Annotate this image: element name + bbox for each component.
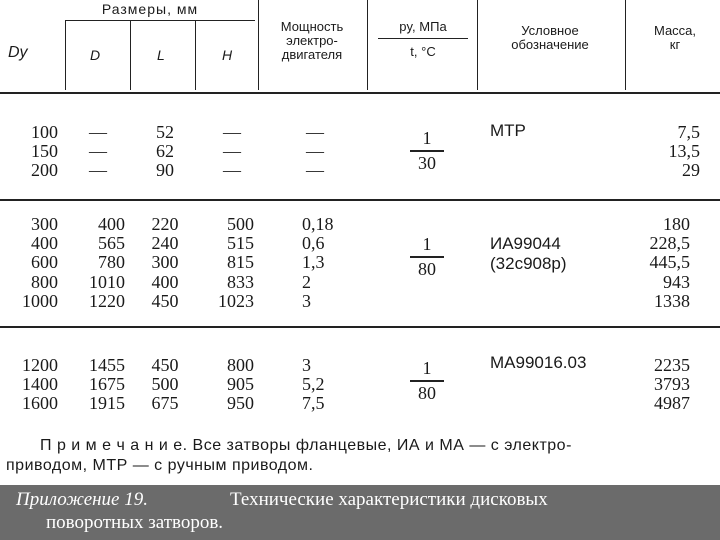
table-cell: — xyxy=(89,122,107,142)
temperature-value: 30 xyxy=(418,153,436,173)
table-cell: 3 xyxy=(302,355,311,375)
mass-column xyxy=(630,123,700,181)
table-cell: 90 xyxy=(156,160,174,181)
power-header-line1: Мощность xyxy=(280,19,344,34)
pressure-temperature-fraction xyxy=(410,128,444,174)
table-cell: 1915 xyxy=(89,393,125,414)
table-cell: 450 xyxy=(151,290,179,311)
power-header-line2: электро- xyxy=(286,33,338,48)
table-cell: 1010 xyxy=(89,271,125,292)
power-header-line3: двигателя xyxy=(281,47,343,62)
table-cell: 0,18 xyxy=(302,214,334,234)
table-cell: — xyxy=(223,160,241,181)
designation-column xyxy=(490,121,630,140)
table-cell: 800 xyxy=(31,271,58,292)
table-cell: 800 xyxy=(227,355,254,375)
fraction-bar xyxy=(410,256,444,258)
table-cell: 1675 xyxy=(89,374,125,395)
mass-column xyxy=(620,215,690,311)
header-divider xyxy=(367,0,368,90)
table-cell: 400 xyxy=(31,233,58,254)
table-cell: 1400 xyxy=(22,374,58,395)
d-column xyxy=(70,356,125,414)
table-cell: 943 xyxy=(663,271,690,292)
designation-column xyxy=(490,353,630,372)
pressure-value: 1 xyxy=(422,128,432,148)
pressure-value: 1 xyxy=(422,358,432,378)
caption-title: Технические характеристики дисковых xyxy=(230,489,548,510)
table-cell: 3 xyxy=(302,290,311,311)
h-column xyxy=(200,215,254,311)
caption-bar xyxy=(0,485,720,540)
table-cell: 180 xyxy=(663,214,690,234)
d-column xyxy=(78,123,118,181)
table-cell: — xyxy=(223,122,241,142)
table-cell: 228,5 xyxy=(649,233,690,254)
table-cell: 0,6 xyxy=(302,233,325,254)
table-cell: 2235 xyxy=(654,355,690,375)
table-cell: — xyxy=(306,122,324,142)
h-column xyxy=(200,356,254,414)
l-column xyxy=(145,123,185,181)
table-cell: — xyxy=(89,160,107,181)
table-cell: 7,5 xyxy=(302,393,325,414)
table-cell: 500 xyxy=(151,374,179,395)
table-cell: 565 xyxy=(98,233,125,254)
table-cell: 675 xyxy=(151,393,179,414)
table-cell: 3793 xyxy=(654,374,690,395)
table-cell: 400 xyxy=(151,271,179,292)
dy-column xyxy=(5,123,58,181)
d-column xyxy=(70,215,125,311)
group-rule xyxy=(0,199,720,201)
dy-column xyxy=(5,356,58,414)
dy-header: Dy xyxy=(8,44,28,61)
l-column xyxy=(145,215,185,311)
table-cell: 450 xyxy=(151,355,179,375)
py-header-line1: py, МПа xyxy=(378,20,468,39)
table-cell: 1220 xyxy=(89,290,125,311)
pressure-temperature-fraction xyxy=(410,358,444,404)
table-cell: — xyxy=(89,141,107,162)
fraction-bar xyxy=(410,380,444,382)
table-cell: 1000 xyxy=(22,290,58,311)
temperature-value: 80 xyxy=(418,383,436,403)
power-column xyxy=(295,123,335,181)
caption-label: Приложение 19. xyxy=(16,489,148,510)
table-cell: 1023 xyxy=(218,290,254,311)
table-cell: 200 xyxy=(31,160,58,181)
table-cell: 2 xyxy=(302,271,311,292)
header-subline xyxy=(65,20,255,21)
dy-column xyxy=(5,215,58,311)
header-divider xyxy=(625,0,626,90)
d-header: D xyxy=(90,47,101,63)
table-cell: 7,5 xyxy=(677,122,700,142)
table-cell: 13,5 xyxy=(668,141,700,162)
mass-column xyxy=(620,356,690,414)
py-header xyxy=(368,20,478,59)
table-cell: 62 xyxy=(156,141,174,162)
group-rule xyxy=(0,326,720,328)
table-cell: 1,3 xyxy=(302,252,325,273)
table-cell: МА99016.03 xyxy=(490,353,587,372)
l-header: L xyxy=(157,47,165,63)
header-divider xyxy=(65,20,66,90)
table-cell: 220 xyxy=(151,214,179,234)
header-divider xyxy=(258,0,259,90)
table-cell: 4987 xyxy=(654,393,690,414)
caption-title-continued: поворотных затворов. xyxy=(46,512,224,533)
table-cell: 100 xyxy=(31,122,58,142)
table-cell: — xyxy=(306,160,324,181)
table-cell: 1600 xyxy=(22,393,58,414)
mass-header xyxy=(640,24,710,52)
py-header-line2: t, °C xyxy=(410,44,436,59)
designation-header-line2: обозначение xyxy=(511,37,589,52)
table-cell: 400 xyxy=(98,214,125,234)
table-note xyxy=(6,436,720,476)
table-cell: МТР xyxy=(490,121,526,140)
note-line: П р и м е ч а н и е. Все затворы фланцевые, ИА и МА — с электро- xyxy=(40,437,572,454)
h-column xyxy=(212,123,252,181)
pressure-value: 1 xyxy=(422,234,432,254)
power-column xyxy=(302,215,352,311)
table-cell: 833 xyxy=(227,271,254,292)
temperature-value: 80 xyxy=(418,259,436,279)
header-divider xyxy=(130,20,131,90)
mass-header-line1: Масса, xyxy=(653,23,697,38)
table-cell: — xyxy=(223,141,241,162)
header-divider xyxy=(477,0,478,90)
designation-header-line1: Условное xyxy=(521,23,579,38)
table-cell: 5,2 xyxy=(302,374,325,395)
table-cell: 29 xyxy=(682,160,700,181)
pressure-temperature-fraction xyxy=(410,234,444,280)
dimensions-header: Размеры, мм xyxy=(101,1,199,17)
power-column xyxy=(302,356,352,414)
h-header: H xyxy=(222,47,233,63)
table-cell: 1338 xyxy=(654,290,690,311)
mass-header-line2: кг xyxy=(669,37,681,52)
table-cell: 780 xyxy=(98,252,125,273)
table-cell: — xyxy=(306,141,324,162)
note-line: приводом, МТР — с ручным приводом. xyxy=(6,457,314,474)
table-cell: 1200 xyxy=(22,355,58,375)
table-cell: 445,5 xyxy=(649,252,690,273)
l-column xyxy=(145,356,185,414)
table-cell: (32с908р) xyxy=(490,254,567,273)
table-cell: ИА99044 xyxy=(490,234,561,253)
table-cell: 52 xyxy=(156,122,174,142)
table-cell: 815 xyxy=(227,252,254,273)
table-cell: 150 xyxy=(31,141,58,162)
table-cell: 950 xyxy=(227,393,254,414)
table-cell: 240 xyxy=(151,233,179,254)
table-cell: 500 xyxy=(227,214,254,234)
header-divider xyxy=(195,20,196,90)
table-cell: 515 xyxy=(227,233,254,254)
table-cell: 300 xyxy=(31,214,58,234)
table-cell: 1455 xyxy=(89,355,125,375)
table-cell: 300 xyxy=(151,252,179,273)
header-rule xyxy=(0,92,720,94)
fraction-bar xyxy=(410,150,444,152)
designation-column xyxy=(490,234,630,274)
power-header xyxy=(262,20,362,62)
table-cell: 905 xyxy=(227,374,254,395)
table-cell: 600 xyxy=(31,252,58,273)
designation-header xyxy=(480,24,620,52)
